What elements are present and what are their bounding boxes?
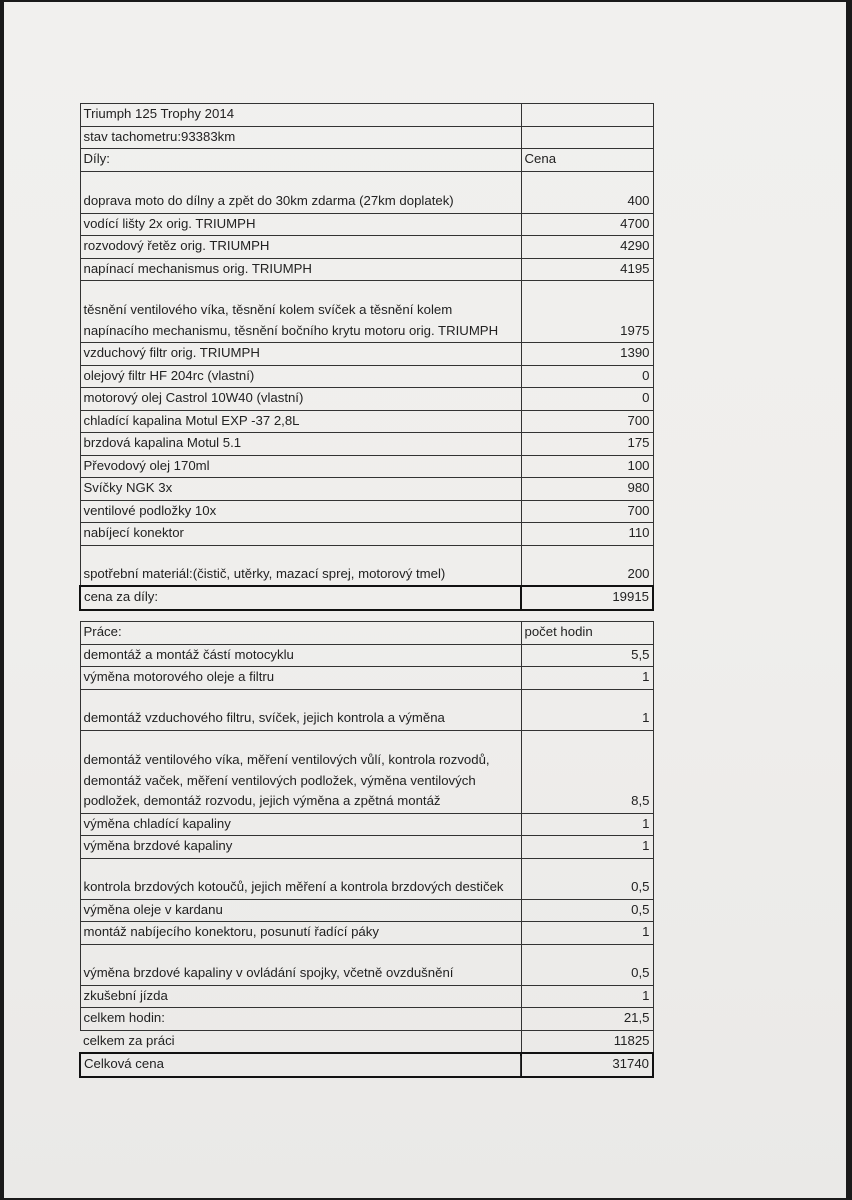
row-label: výměna motorového oleje a filtru	[80, 667, 521, 690]
table-row	[80, 730, 653, 813]
table-row	[80, 410, 653, 433]
table-row	[80, 455, 653, 478]
table-row	[80, 149, 653, 172]
table-row	[80, 171, 653, 213]
row-label: výměna brzdové kapaliny	[80, 836, 521, 859]
row-value: 4290	[521, 236, 653, 259]
row-value: 5,5	[521, 644, 653, 667]
row-label: demontáž ventilového víka, měření ventilových vůlí, kontrola rozvodů, demontáž vaček, měření ventilových podložek, výměna ventilových podložek, demontáž rozvodu, jejich výměna a zpětná montáž	[80, 730, 521, 813]
row-value: 175	[521, 433, 653, 456]
table-row	[80, 126, 653, 149]
table-row	[80, 922, 653, 945]
table-row	[80, 500, 653, 523]
row-value: 0,5	[521, 858, 653, 899]
table-row	[80, 343, 653, 366]
row-label: doprava moto do dílny a zpět do 30km zdarma (27km doplatek)	[80, 171, 521, 213]
row-value: 200	[521, 545, 653, 586]
row-label: rozvodový řetěz orig. TRIUMPH	[80, 236, 521, 259]
table-row	[80, 813, 653, 836]
row-value: 4195	[521, 258, 653, 281]
row-label: kontrola brzdových kotoučů, jejich měření a kontrola brzdových destiček	[80, 858, 521, 899]
table-row	[80, 281, 653, 343]
table-row	[80, 836, 653, 859]
table-row	[80, 365, 653, 388]
row-label: výměna brzdové kapaliny v ovládání spojky, včetně ovzdušnění	[80, 944, 521, 985]
table-row	[80, 545, 653, 586]
row-label: motorový olej Castrol 10W40 (vlastní)	[80, 388, 521, 411]
row-value: 0,5	[521, 944, 653, 985]
row-value: 1390	[521, 343, 653, 366]
table-row	[80, 622, 653, 645]
row-value: 980	[521, 478, 653, 501]
table-row	[80, 667, 653, 690]
total-row	[80, 1053, 653, 1077]
row-label: stav tachometru:93383km	[80, 126, 521, 149]
row-label: Díly:	[80, 149, 521, 172]
row-value: 19915	[521, 586, 653, 610]
row-label: ventilové podložky 10x	[80, 500, 521, 523]
row-value: 100	[521, 455, 653, 478]
column-divider-line	[520, 1056, 521, 1076]
row-label: nabíjecí konektor	[80, 523, 521, 546]
row-value: 1	[521, 836, 653, 859]
row-value: 1	[521, 689, 653, 730]
table-row	[80, 899, 653, 922]
row-value: 8,5	[521, 730, 653, 813]
row-value: 700	[521, 500, 653, 523]
table-row	[80, 433, 653, 456]
table-row	[80, 944, 653, 985]
row-value: 11825	[521, 1030, 653, 1053]
row-label: napínací mechanismus orig. TRIUMPH	[80, 258, 521, 281]
table-row	[80, 104, 653, 127]
row-label: olejový filtr HF 204rc (vlastní)	[80, 365, 521, 388]
row-value: 0	[521, 388, 653, 411]
row-value: 4700	[521, 213, 653, 236]
row-label: cena za díly:	[80, 586, 521, 610]
row-label: Převodový olej 170ml	[80, 455, 521, 478]
row-value: počet hodin	[521, 622, 653, 645]
row-value: 0	[521, 365, 653, 388]
row-label: vodící lišty 2x orig. TRIUMPH	[80, 213, 521, 236]
row-label: Triumph 125 Trophy 2014	[80, 104, 521, 127]
row-label: brzdová kapalina Motul 5.1	[80, 433, 521, 456]
row-value: 1	[521, 667, 653, 690]
row-label: výměna oleje v kardanu	[80, 899, 521, 922]
row-label: Práce:	[80, 622, 521, 645]
row-value	[521, 104, 653, 127]
table-row	[80, 258, 653, 281]
row-label: spotřební materiál:(čistič, utěrky, mazací sprej, motorový tmel)	[80, 545, 521, 586]
row-label: celkem hodin:	[80, 1008, 521, 1031]
table-row	[80, 213, 653, 236]
row-value: 1	[521, 922, 653, 945]
table-row	[80, 478, 653, 501]
row-label: Svíčky NGK 3x	[80, 478, 521, 501]
row-label: celkem za práci	[80, 1030, 521, 1053]
row-value: 700	[521, 410, 653, 433]
row-value: 31740	[521, 1053, 653, 1077]
row-label: výměna chladící kapaliny	[80, 813, 521, 836]
row-value: Cena	[521, 149, 653, 172]
row-value	[521, 126, 653, 149]
row-label: demontáž vzduchového filtru, svíček, jejich kontrola a výměna	[80, 689, 521, 730]
row-label: zkušební jízda	[80, 985, 521, 1008]
table-row	[80, 1030, 653, 1053]
table-row	[80, 985, 653, 1008]
row-value: 21,5	[521, 1008, 653, 1031]
row-value: 110	[521, 523, 653, 546]
row-label: montáž nabíjecího konektoru, posunutí řadící páky	[80, 922, 521, 945]
row-value: 1975	[521, 281, 653, 343]
row-label: chladící kapalina Motul EXP -37 2,8L	[80, 410, 521, 433]
table-row	[80, 236, 653, 259]
labor-table	[79, 621, 654, 1078]
row-value: 0,5	[521, 899, 653, 922]
row-value: 1	[521, 813, 653, 836]
table-row	[80, 689, 653, 730]
total-row	[80, 586, 653, 610]
table-row	[80, 1008, 653, 1031]
row-label: těsnění ventilového víka, těsnění kolem svíček a těsnění kolem napínacího mechanismu, těsnění bočního krytu motoru orig. TRIUMPH	[80, 281, 521, 343]
row-label: vzduchový filtr orig. TRIUMPH	[80, 343, 521, 366]
row-label: demontáž a montáž částí motocyklu	[80, 644, 521, 667]
table-row	[80, 858, 653, 899]
row-value: 400	[521, 171, 653, 213]
row-value: 1	[521, 985, 653, 1008]
table-row	[80, 644, 653, 667]
table-row	[80, 388, 653, 411]
table-row	[80, 523, 653, 546]
parts-table	[79, 103, 654, 611]
row-label: Celková cena	[80, 1053, 521, 1077]
